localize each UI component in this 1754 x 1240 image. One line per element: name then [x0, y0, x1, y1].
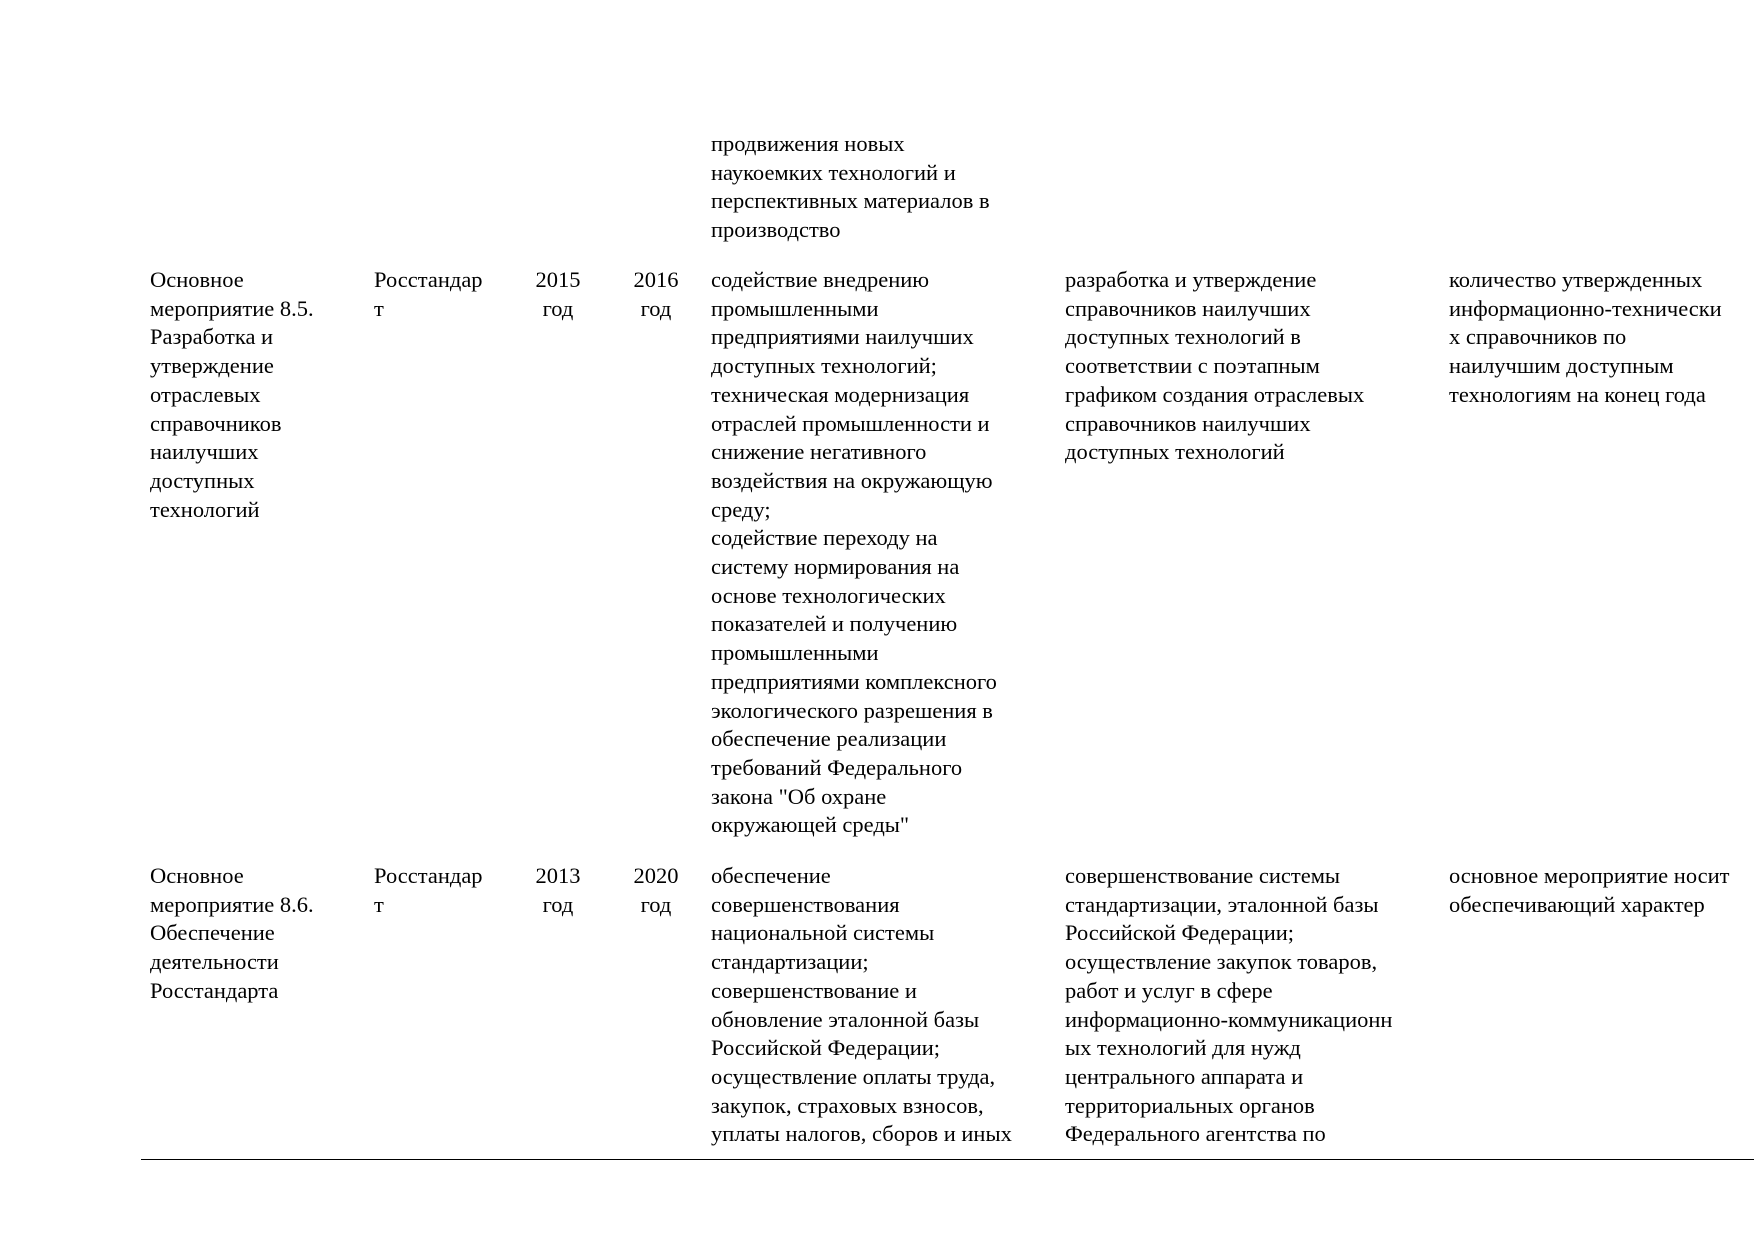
- results-cell: совершенствование системы стандартизации, эталонной базы Российской Федерации; осуществление закупок товаров, работ и услуг в сфере информационно-коммуникационн ых технологий для нужд центрального аппарата и территориальных органов Федерального агентства по: [1065, 863, 1393, 1147]
- start-year-cell: 2013 год: [535, 863, 581, 917]
- end-year-cell: 2020 год: [633, 863, 679, 917]
- end-year-cell: 2016 год: [633, 267, 679, 321]
- indicator-cell: основное мероприятие носит обеспечивающий характер: [1449, 863, 1730, 917]
- continuation-task-cell: продвижения новых наукоемких технологий и перспективных материалов в производство: [711, 131, 990, 243]
- event-cell: Основное мероприятие 8.6. Обеспечение деятельности Росстандарта: [150, 863, 314, 1003]
- tasks-cell: обеспечение совершенствования национальной системы стандартизации; совершенствование и обновление эталонной базы Российской Федерации; осуществление оплаты труда, закупок, страховых взносов, уплаты налогов, сборов и иных: [711, 863, 1012, 1147]
- event-cell: Основное мероприятие 8.5. Разработка и утверждение отраслевых справочников наилучших доступных технологий: [150, 267, 314, 522]
- results-cell: разработка и утверждение справочников наилучших доступных технологий в соответствии с поэтапным графиком создания отраслевых справочников наилучших доступных технологий: [1065, 267, 1365, 465]
- executor-cell: Росстандар т: [374, 863, 483, 917]
- executor-cell: Росстандар т: [374, 267, 483, 321]
- tasks-cell: содействие внедрению промышленными предприятиями наилучших доступных технологий; техническая модернизация отраслей промышленности и снижение негативного воздействия на окружающую среду; содействие переходу на систему нормирования на основе технологических показателей и получению промышленными предприятиями комплексного экологического разрешения в обеспечение реализации требований Федерального закона "Об охране окружающей среды": [711, 267, 997, 838]
- indicator-cell: количество утвержденных информационно-технически х справочников по наилучшим доступным технологиям на конец года: [1449, 267, 1722, 407]
- start-year-cell: 2015 год: [535, 267, 581, 321]
- table-bottom-border: [141, 1159, 1754, 1160]
